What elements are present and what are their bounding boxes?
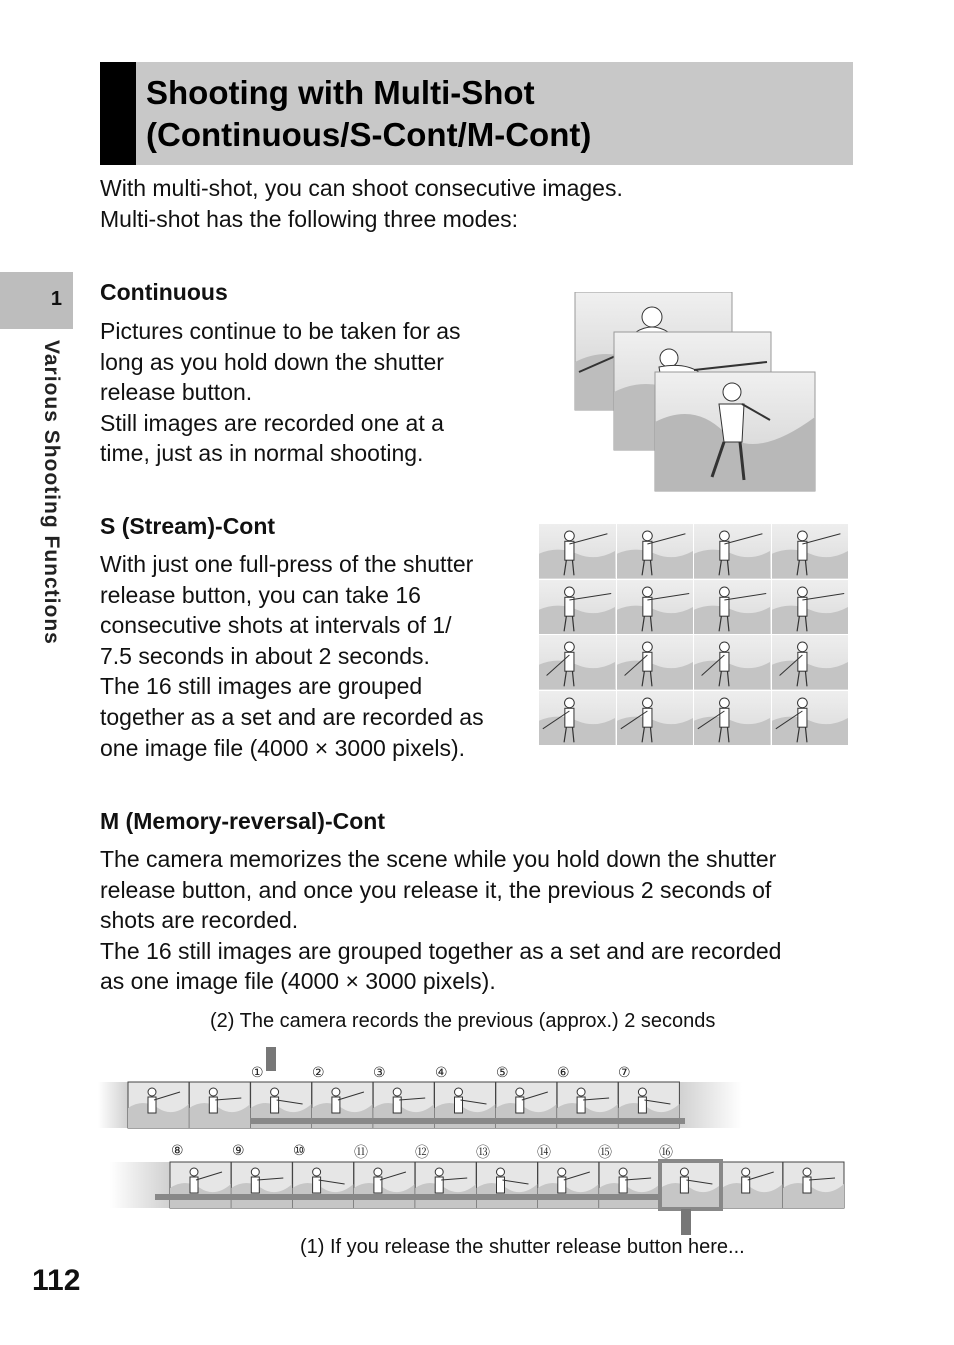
m-cont-line: as one image file (4000 × 3000 pixels). [100, 968, 496, 995]
chapter-tab [0, 272, 73, 329]
strip-frame [599, 1162, 660, 1208]
strip-fade-left-row-2 [110, 1162, 170, 1208]
strip-fade-left-row-1 [98, 1082, 128, 1128]
s-cont-line: release button, you can take 16 [100, 581, 421, 608]
frame-number: ④ [435, 1064, 448, 1080]
frame-number: ① [251, 1064, 264, 1080]
intro-line-2: Multi-shot has the following three modes: [100, 205, 519, 232]
page-title-line-1: Shooting with Multi-Shot [146, 74, 535, 111]
m-cont-line: The 16 still images are grouped together as a set and are recorded [100, 937, 782, 964]
chapter-label: Various Shooting Functions [40, 340, 63, 645]
continuous-line: release button. [100, 379, 253, 406]
page-title [146, 72, 843, 156]
frame-number: ③ [373, 1064, 386, 1080]
chapter-number: 1 [50, 288, 62, 310]
frame-number: ② [312, 1064, 325, 1080]
strip-row-2 [170, 1162, 844, 1208]
diagram-caption-top: (2) The camera records the previous (approx.) 2 seconds [210, 1010, 716, 1032]
frame-number: ⑨ [232, 1142, 245, 1158]
diagram-caption-bottom: (1) If you release the shutter release button here... [300, 1236, 745, 1258]
continuous-line: long as you hold down the shutter [100, 348, 444, 375]
frame-number: ⑩ [293, 1142, 306, 1158]
stream-frame-thumbnail [617, 580, 694, 635]
frame-number: ⑫ [415, 1144, 429, 1160]
strip-frame [170, 1162, 231, 1208]
frame-number: ⑦ [618, 1064, 631, 1080]
m-cont-line: shots are recorded. [100, 907, 299, 934]
m-cont-paragraph [100, 844, 781, 997]
stream-frame-thumbnail [539, 691, 616, 746]
intro-line-1: With multi-shot, you can shoot consecutive images. [100, 175, 623, 201]
stream-frame-thumbnail [539, 580, 616, 635]
s-cont-line: consecutive shots at intervals of 1/ [100, 612, 452, 639]
stream-frame-thumbnail [539, 635, 616, 690]
continuous-photo-3 [655, 372, 815, 491]
strip-frame [783, 1162, 844, 1208]
stream-frame-thumbnail [539, 524, 616, 579]
stream-frame-thumbnail [617, 635, 694, 690]
stream-frame-thumbnail [772, 635, 849, 690]
page-title-line-2: (Continuous/S-Cont/M-Cont) [146, 116, 592, 153]
strip-frame [660, 1162, 721, 1208]
strip-frame [477, 1162, 538, 1208]
stream-frame-thumbnail [772, 580, 849, 635]
strip-frame [189, 1082, 250, 1128]
s-cont-line: The 16 still images are grouped [100, 673, 423, 700]
continuous-illustration [574, 292, 816, 492]
recorded-range-bar-row-2 [155, 1194, 662, 1200]
frame-number: ⑭ [537, 1144, 551, 1160]
s-cont-line: together as a set and are recorded as [100, 703, 484, 730]
s-cont-heading: S (Stream)-Cont [100, 513, 276, 539]
title-accent-bar [100, 62, 136, 165]
intro-paragraph [100, 173, 623, 234]
strip-frame [128, 1082, 189, 1128]
frame-number: ⑥ [557, 1064, 570, 1080]
stream-frame-thumbnail [772, 691, 849, 746]
strip-frame [354, 1162, 415, 1208]
s-cont-line: 7.5 seconds in about 2 seconds. [100, 642, 430, 669]
frame-number: ⑪ [354, 1144, 368, 1160]
strip-frame [415, 1162, 476, 1208]
frame-number: ⑬ [476, 1144, 490, 1160]
m-cont-line: release button, and once you release it, the previous 2 seconds of [100, 876, 772, 903]
stream-frame-thumbnail [772, 524, 849, 579]
continuous-line: Pictures continue to be taken for as [100, 318, 461, 344]
frame-number: ⑮ [598, 1144, 612, 1160]
strip-frame [231, 1162, 292, 1208]
continuous-line: time, just as in normal shooting. [100, 440, 424, 467]
frame-number: ⑯ [659, 1144, 673, 1160]
m-cont-heading: M (Memory-reversal)-Cont [100, 808, 385, 834]
stream-frame-thumbnail [694, 635, 771, 690]
strip-frame [538, 1162, 599, 1208]
stream-frame-thumbnail [617, 524, 694, 579]
s-cont-paragraph [100, 549, 484, 763]
page-number: 112 [32, 1264, 81, 1297]
s-cont-line: one image file (4000 × 3000 pixels). [100, 734, 466, 761]
release-point-marker [681, 1209, 691, 1235]
continuous-heading: Continuous [100, 279, 228, 305]
strip-frame [722, 1162, 783, 1208]
stream-frame-thumbnail [694, 691, 771, 746]
frame-number: ⑤ [496, 1064, 509, 1080]
recording-start-marker [266, 1047, 276, 1071]
continuous-line: Still images are recorded one at a [100, 409, 444, 436]
stream-frame-thumbnail [694, 580, 771, 635]
stream-frame-thumbnail [694, 524, 771, 579]
s-cont-line: With just one full-press of the shutter [100, 551, 474, 577]
stream-cont-image-grid [539, 524, 848, 745]
strip-frame [293, 1162, 354, 1208]
m-cont-line: The camera memorizes the scene while you hold down the shutter [100, 846, 777, 872]
stream-frame-thumbnail [617, 691, 694, 746]
section-title-box [100, 62, 853, 165]
recorded-range-bar-row-1 [250, 1118, 685, 1124]
strip-fade-right-row-1 [678, 1082, 742, 1128]
continuous-paragraph [100, 316, 461, 469]
frame-number: ⑧ [171, 1142, 184, 1158]
